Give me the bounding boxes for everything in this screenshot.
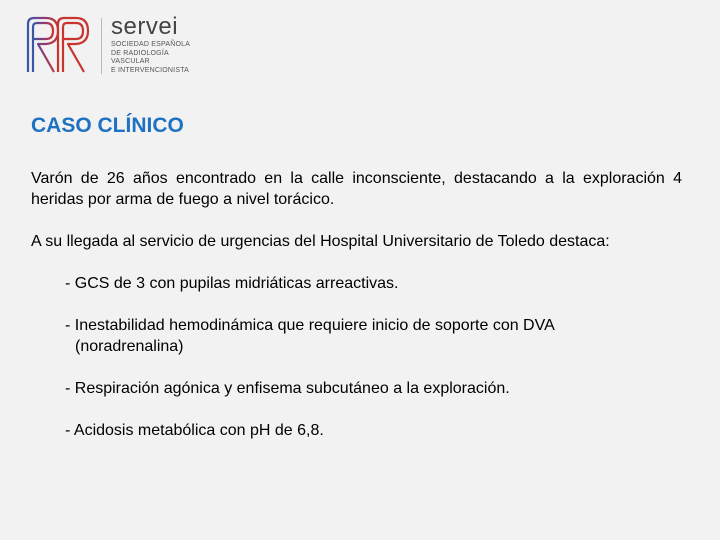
servei-logo (24, 14, 224, 78)
finding-text: - Respiración agónica y enfisema subcutáneo a la exploración. (65, 380, 510, 397)
logo-subtitle-line: SOCIEDAD ESPAÑOLA (111, 41, 191, 48)
logo-subtitle-line: E INTERVENCIONISTA (111, 66, 190, 74)
logo-divider (101, 18, 102, 74)
findings-list (31, 273, 682, 441)
finding-item (31, 378, 682, 399)
finding-item (31, 420, 682, 441)
logo-subtitle-line: VASCULAR (111, 58, 150, 65)
logo-wordmark: servei (111, 13, 179, 40)
finding-text: - Inestabilidad hemodinámica que requiere inicio de soporte con DVA (65, 317, 555, 334)
finding-text: - GCS de 3 con pupilas midriáticas arreactivas. (65, 275, 399, 292)
finding-item (31, 315, 682, 357)
finding-text-continuation: (noradrenalina) (75, 338, 184, 355)
slide-content (31, 168, 682, 462)
logo-subtitle (111, 41, 190, 75)
arrival-paragraph: A su llegada al servicio de urgencias del Hospital Universitario de Toledo destaca: (31, 233, 610, 250)
case-intro-paragraph: Varón de 26 años encontrado en la calle inconsciente, destacando a la exploración 4 heridas por arma de fuego a nivel torácico. (31, 170, 682, 208)
logo-subtitle-line: DE RADIOLOGÍA (111, 49, 169, 57)
finding-text: - Acidosis metabólica con pH de 6,8. (65, 422, 324, 439)
servei-logo-mark-icon (24, 14, 92, 76)
finding-item (31, 273, 682, 294)
slide-title: CASO CLÍNICO (31, 114, 184, 137)
